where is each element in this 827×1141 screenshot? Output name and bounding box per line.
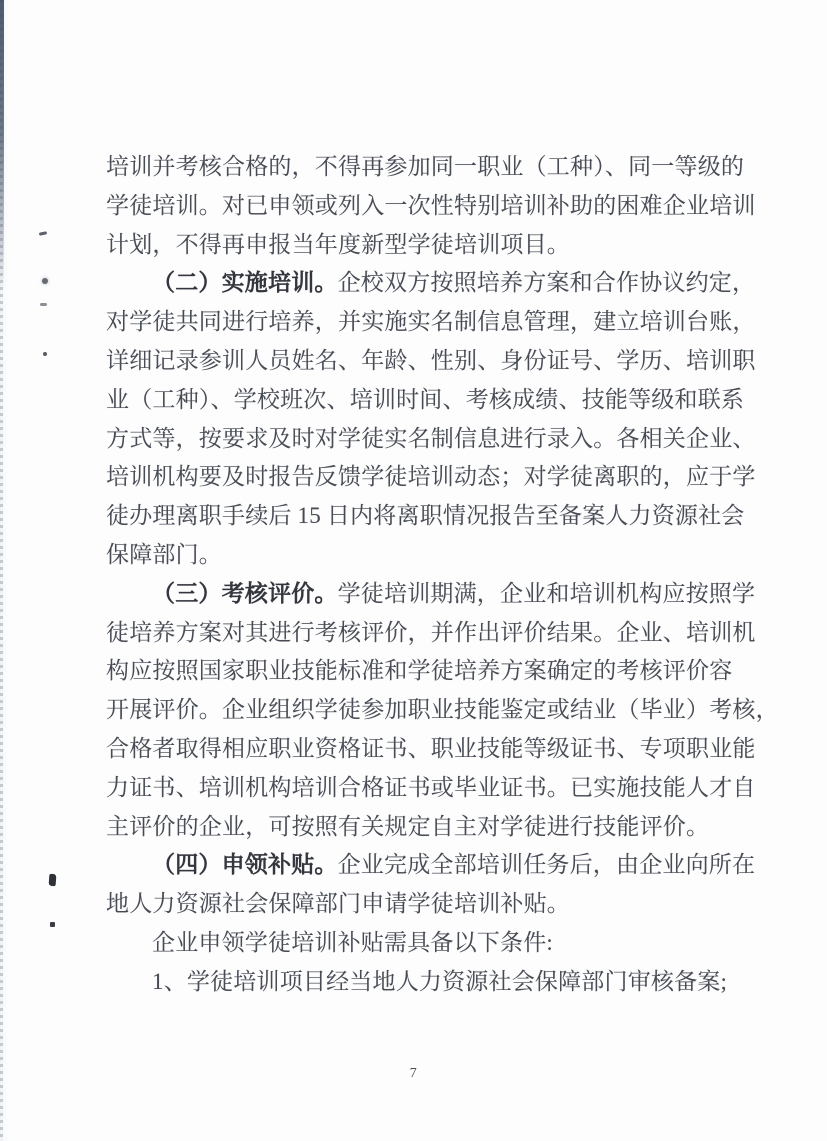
- text-segment: 学徒培训期满，企业和培训机构应按照学: [337, 580, 756, 606]
- text-segment: 计划，不得再申报当年度新型学徒培训项目。: [106, 231, 570, 257]
- text-line: [106, 691, 779, 730]
- text-segment: 地人力资源社会保障部门申请学徒培训补贴。: [106, 891, 570, 917]
- ink-speck: [43, 352, 47, 356]
- text-segment: 详细记录参训人员姓名、年龄、性别、身份证号、学历、培训职: [106, 347, 756, 373]
- page-number: 7: [409, 1066, 418, 1081]
- text-segment: 合格者取得相应职业资格证书、职业技能等级证书、专项职业能: [106, 735, 756, 761]
- text-segment: 主评价的企业，可按照有关规定自主对学徒进行技能评价。: [106, 813, 710, 839]
- text-segment: 构应按照国家职业技能标准和学徒培养方案确定的考核评价容: [106, 658, 733, 684]
- text-line: [106, 846, 766, 885]
- text-line: [106, 303, 766, 342]
- text-line: [106, 614, 766, 653]
- text-line: [106, 885, 766, 924]
- text-line: [106, 187, 766, 226]
- ink-speck: [40, 303, 47, 306]
- text-line: [106, 148, 766, 187]
- text-line: [106, 458, 766, 497]
- text-line: [106, 769, 766, 808]
- text-segment: 学徒培训。对已申领或列入一次性特别培训补助的困难企业培训: [106, 192, 756, 218]
- scan-edge-shadow: [0, 0, 4, 290]
- text-line: [106, 575, 766, 614]
- text-segment: 业（工种）、学校班次、培训时间、考核成绩、技能等级和联系: [106, 386, 745, 412]
- ink-speck: [42, 278, 48, 284]
- text-line: [106, 963, 766, 1002]
- text-segment: 培训并考核合格的，不得再参加同一职业（工种）、同一等级的: [106, 154, 745, 179]
- text-segment: 对学徒共同进行培养，并实施实名制信息管理，建立培训台账，: [106, 309, 756, 335]
- text-line: [106, 264, 766, 303]
- text-segment: 1、学徒培训项目经当地人力资源社会保障部门审核备案;: [152, 968, 728, 994]
- text-segment: 方式等，按要求及时对学徒实名制信息进行录入。各相关企业、: [106, 425, 756, 451]
- text-line: [106, 420, 766, 459]
- text-segment: 徒办理离职手续后 15 日内将离职情况报告至备案人力资源社会: [106, 503, 745, 529]
- text-line: [106, 652, 766, 691]
- text-segment: 保障部门。: [106, 541, 222, 567]
- section-heading: （二）实施培训。: [152, 270, 338, 296]
- text-line: [106, 381, 766, 420]
- text-line: [106, 226, 766, 265]
- ink-speck: [49, 874, 57, 886]
- text-line: [106, 342, 766, 381]
- text-segment: 开展评价。企业组织学徒参加职业技能鉴定或结业（毕业）考核，: [106, 697, 779, 723]
- text-segment: 徒培养方案对其进行考核评价，并作出评价结果。企业、培训机: [106, 619, 756, 645]
- text-segment: 力证书、培训机构培训合格证书或毕业证书。已实施技能人才自: [106, 774, 756, 800]
- body-text: [106, 148, 779, 1002]
- text-line: [106, 808, 766, 847]
- text-segment: 企校双方按照培养方案和合作协议约定，: [337, 270, 756, 296]
- text-segment: 企业申领学徒培训补贴需具备以下条件:: [152, 929, 553, 955]
- ink-speck: [50, 922, 55, 927]
- section-heading: （四）申领补贴。: [152, 852, 338, 878]
- text-line: [106, 924, 766, 963]
- text-segment: 企业完成全部培训任务后，由企业向所在: [337, 852, 756, 878]
- ink-speck: [39, 231, 47, 236]
- text-line: [106, 730, 766, 769]
- text-line: [106, 536, 766, 575]
- text-line: [106, 497, 766, 536]
- text-segment: 培训机构要及时报告反馈学徒培训动态；对学徒离职的，应于学: [106, 464, 756, 490]
- section-heading: （三）考核评价。: [152, 580, 338, 606]
